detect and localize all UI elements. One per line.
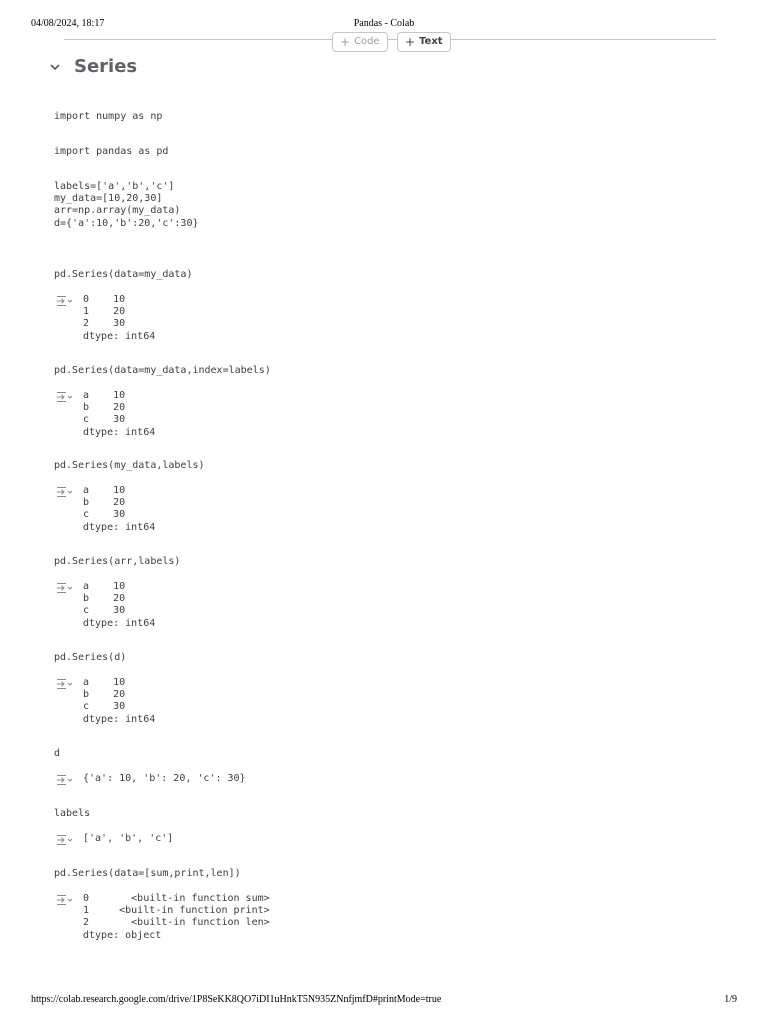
output-toggle-icon[interactable]: [56, 391, 73, 403]
code-cell[interactable]: pd.Series(data=my_data): [54, 269, 193, 280]
plus-icon: +: [340, 35, 351, 49]
print-datetime: 04/08/2024, 18:17: [31, 18, 105, 29]
section-header[interactable]: [48, 56, 137, 77]
add-code-label: Code: [354, 36, 380, 47]
add-text-label: Text: [419, 36, 443, 47]
chevron-down-icon[interactable]: [48, 60, 62, 74]
section-title: Series: [74, 56, 138, 77]
add-cell-divider: [64, 39, 716, 40]
output-toggle-icon[interactable]: [56, 295, 73, 307]
cell-output: ['a', 'b', 'c']: [83, 833, 174, 844]
code-cell[interactable]: pd.Series(data=my_data,index=labels): [54, 365, 271, 376]
output-toggle-icon[interactable]: [56, 486, 73, 498]
cell-output: 0 <built-in function sum> 1 <built-in function print> 2 <built-in function len> dtype: object: [83, 893, 270, 941]
code-cell[interactable]: d: [54, 748, 61, 759]
cell-output: a 10 b 20 c 30 dtype: int64: [83, 390, 156, 438]
code-cell[interactable]: pd.Series(arr,labels): [54, 556, 181, 567]
cell-output: 0 10 1 20 2 30 dtype: int64: [83, 294, 156, 342]
cell-output: a 10 b 20 c 30 dtype: int64: [83, 581, 156, 629]
cell-output: a 10 b 20 c 30 dtype: int64: [83, 485, 156, 533]
code-cell[interactable]: labels=['a','b','c'] my_data=[10,20,30] arr=np.array(my_data) d={'a':10,'b':20,'c':30}: [54, 181, 199, 229]
code-cell[interactable]: pd.Series(my_data,labels): [54, 460, 205, 471]
output-toggle-icon[interactable]: [56, 582, 73, 594]
cell-output: {'a': 10, 'b': 20, 'c': 30}: [83, 773, 246, 784]
output-toggle-icon[interactable]: [56, 894, 73, 906]
code-cell[interactable]: labels: [54, 808, 91, 819]
code-cell[interactable]: pd.Series(data=[sum,print,len]): [54, 868, 241, 879]
output-toggle-icon[interactable]: [56, 678, 73, 690]
add-code-button[interactable]: [332, 32, 388, 52]
add-text-button[interactable]: [397, 32, 451, 52]
print-url: https://colab.research.google.com/drive/1P8SeKK8QO7iDI1uHnkT5N935ZNnfjmfD#printMode=true: [31, 994, 442, 1005]
plus-icon: +: [405, 35, 416, 49]
code-cell[interactable]: import pandas as pd: [54, 146, 169, 157]
print-title: Pandas - Colab: [353, 18, 415, 29]
cell-output: a 10 b 20 c 30 dtype: int64: [83, 677, 156, 725]
code-cell[interactable]: pd.Series(d): [54, 652, 127, 663]
output-toggle-icon[interactable]: [56, 774, 73, 786]
code-cell[interactable]: import numpy as np: [54, 111, 163, 122]
output-toggle-icon[interactable]: [56, 834, 73, 846]
print-page-number: 1/9: [724, 994, 737, 1005]
